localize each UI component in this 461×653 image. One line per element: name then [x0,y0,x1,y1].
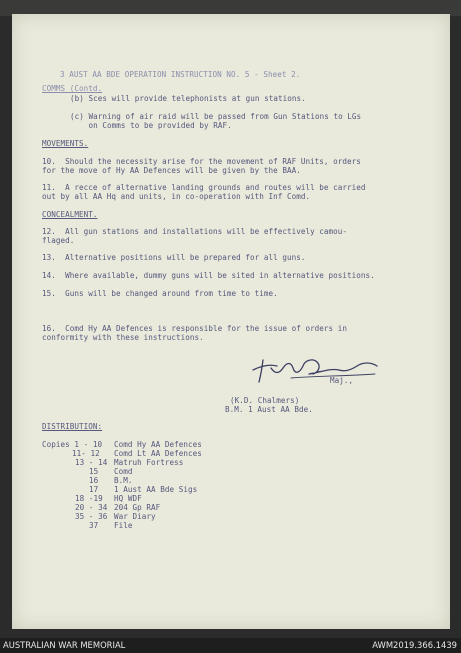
para-16-line1: 16. Comd Hy AA Defences is responsible for the issue of orders in [42,324,348,333]
para-comms-c-line2: on Comms to be provided by RAF. [70,121,232,130]
archive-source: AUSTRALIAN WAR MEMORIAL [3,640,126,650]
signature-name: (K.D. Chalmers) [230,396,300,405]
sheet-header: 3 AUST AA BDE OPERATION INSTRUCTION NO. 5 - Sheet 2. [60,70,301,79]
para-13: 13. Alternative positions will be prepared for all guns. [42,253,306,262]
para-comms-b: (b) Sces will provide telephonists at gun stations. [70,94,306,103]
para-16-line2: conformity with these instructions. [42,333,204,342]
distribution-recipient: HQ WDF [114,494,142,503]
document-page [12,14,450,629]
distribution-copies: 35 - 36 [75,512,108,521]
section-heading-concealment: CONCEALMENT. [42,210,98,219]
distribution-recipient: B.M. [114,476,133,485]
distribution-recipient: File [114,521,133,530]
para-11-line2: out by all AA Hq and units, in co-operation with Inf Comd. [42,192,311,201]
para-15: 15. Guns will be changed around from time to time. [42,289,278,298]
distribution-copies: 17 [89,485,99,494]
para-comms-c-line1: (c) Warning of air raid will be passed from Gun Stations to LGs [70,112,362,121]
distribution-recipient: War Diary [114,512,156,521]
distribution-recipient: Comd [114,467,133,476]
distribution-recipient: Comd Hy AA Defences [114,440,202,449]
handwritten-signature [247,354,381,386]
section-heading-movements: MOVEMENTS. [42,139,89,148]
para-10-line2: for the move of Hy AA Defences will be given by the BAA. [42,166,301,175]
distribution-recipient: Comd Lt AA Defences [114,449,202,458]
distribution-copies: Copies 1 - 10 [42,440,103,449]
signature-rank: Maj., [330,376,354,385]
distribution-copies: 15 [89,467,99,476]
para-11-line1: 11. A recce of alternative landing grounds and routes will be carried [42,183,366,192]
distribution-heading: DISTRIBUTION: [42,422,103,431]
distribution-recipient: 1 Aust AA Bde Sigs [114,485,198,494]
para-14: 14. Where available, dummy guns will be sited in alternative positions. [42,271,375,280]
para-10-line1: 10. Should the necessity arise for the movement of RAF Units, orders [42,157,361,166]
archive-footer [0,638,461,653]
distribution-recipient: Matruh Fortress [114,458,184,467]
para-12-line1: 12. All gun stations and installations will be effectively camou- [42,227,348,236]
distribution-copies: 37 [89,521,99,530]
distribution-copies: 20 - 34 [75,503,108,512]
section-heading-comms: COMMS (Contd. [42,84,103,93]
signature-role: B.M. 1 Aust AA Bde. [225,405,313,414]
distribution-copies: 18 -19 [75,494,103,503]
distribution-recipient: 204 Gp RAF [114,503,161,512]
para-12-line2: flaged. [42,236,75,245]
archive-reference: AWM2019.366.1439 [372,640,457,650]
distribution-copies: 13 - 14 [75,458,108,467]
distribution-copies: 11- 12 [72,449,100,458]
distribution-copies: 16 [89,476,99,485]
